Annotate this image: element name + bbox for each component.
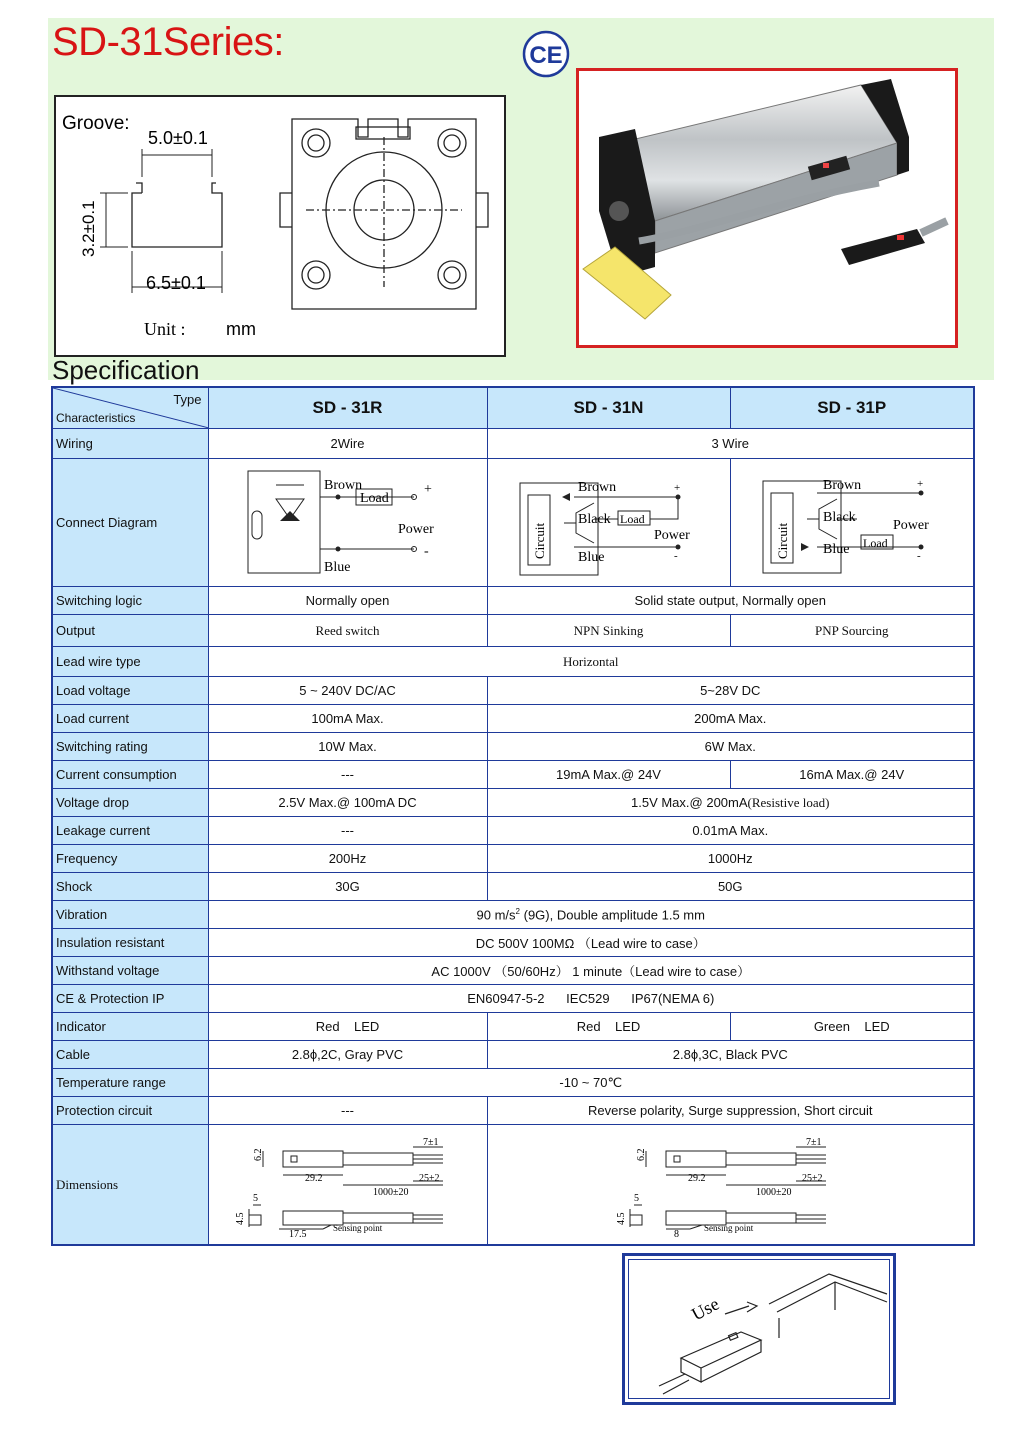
row-label: Wiring: [52, 429, 208, 459]
svg-text:Sensing point: Sensing point: [704, 1223, 754, 1233]
svg-text:Power: Power: [892, 518, 929, 533]
cell-value: DC 500V 100MΩ （Lead wire to case）: [208, 929, 974, 957]
voltage-drop-note: (Resistive load): [747, 794, 830, 810]
table-row: [52, 1069, 974, 1097]
row-label: Withstand voltage: [52, 957, 208, 985]
row-label: CE & Protection IP: [52, 985, 208, 1013]
table-row: [52, 615, 974, 647]
table-row: [52, 1097, 974, 1125]
svg-text:5: 5: [634, 1193, 640, 1204]
table-row: [52, 957, 974, 985]
table-row: [52, 845, 974, 873]
row-label: Insulation resistant: [52, 929, 208, 957]
svg-text:-: -: [916, 550, 921, 562]
cell-value: [208, 901, 974, 929]
usage-illustration-inner: [628, 1259, 890, 1399]
svg-text:Circuit: Circuit: [531, 522, 547, 559]
cell-value: 50G: [487, 873, 974, 901]
groove-height: 3.2±0.1: [79, 200, 98, 257]
cell-value: 5 ~ 240V DC/AC: [208, 677, 487, 705]
svg-text:5: 5: [252, 1193, 258, 1204]
table-row: [52, 705, 974, 733]
svg-text:Load: Load: [619, 512, 645, 526]
svg-text:29.2: 29.2: [688, 1173, 706, 1184]
characteristics-label: Characteristics: [56, 411, 136, 425]
svg-text:Power: Power: [653, 528, 690, 543]
connect-diagram-p: [730, 459, 974, 587]
usage-illustration: [622, 1253, 896, 1405]
cell-value: 200Hz: [208, 845, 487, 873]
model-header-sd31p: SD - 31P: [730, 387, 974, 429]
table-row: [52, 733, 974, 761]
row-label: Output: [52, 615, 208, 647]
svg-text:Brown: Brown: [577, 480, 616, 495]
table-row: [52, 677, 974, 705]
table-row: [52, 789, 974, 817]
specification-table: [51, 386, 975, 1246]
svg-text:Blue: Blue: [822, 542, 850, 557]
svg-text:1000±20: 1000±20: [372, 1187, 408, 1198]
cell-value: EN60947-5-2 IEC529 IP67(NEMA 6): [208, 985, 974, 1013]
svg-text:Load: Load: [862, 536, 888, 550]
ce-mark-icon: [522, 30, 570, 78]
vibration-exponent: 2: [515, 906, 520, 916]
row-label: Protection circuit: [52, 1097, 208, 1125]
cell-value: 30G: [208, 873, 487, 901]
vibration-detail: (9G), Double amplitude 1.5 mm: [520, 907, 705, 923]
model-header-sd31n: SD - 31N: [487, 387, 730, 429]
svg-text:25±2: 25±2: [418, 1173, 439, 1184]
svg-text:Blue: Blue: [323, 560, 350, 575]
row-label: Cable: [52, 1041, 208, 1069]
table-row: [52, 587, 974, 615]
cell-value: 1000Hz: [487, 845, 974, 873]
row-label: Load current: [52, 705, 208, 733]
connect-diagram-r: [208, 459, 487, 587]
cell-value: 10W Max.: [208, 733, 487, 761]
table-row: [52, 459, 974, 587]
svg-text:Circuit: Circuit: [774, 522, 790, 559]
svg-text:17.5: 17.5: [288, 1229, 306, 1240]
cell-value: [487, 789, 974, 817]
cell-value: ---: [208, 1097, 487, 1125]
svg-text:Power: Power: [397, 522, 434, 537]
cell-value: 0.01mA Max.: [487, 817, 974, 845]
cell-value: Red LED: [487, 1013, 730, 1041]
page-title: SD-31Series:: [52, 20, 284, 64]
usage-diagram: [629, 1260, 889, 1398]
cell-value: -10 ~ 70℃: [208, 1069, 974, 1097]
cell-value: Reverse polarity, Surge suppression, Short circuit: [487, 1097, 974, 1125]
cell-value: PNP Sourcing: [730, 615, 974, 647]
table-row: [52, 901, 974, 929]
svg-text:1000±20: 1000±20: [756, 1187, 792, 1198]
specification-title: Specification: [52, 355, 200, 385]
table-row: [52, 817, 974, 845]
cell-value: Reed switch: [208, 615, 487, 647]
table-row: [52, 1125, 974, 1246]
row-label: Indicator: [52, 1013, 208, 1041]
cell-value: 200mA Max.: [487, 705, 974, 733]
svg-text:25±2: 25±2: [802, 1173, 823, 1184]
table-row: [52, 1041, 974, 1069]
svg-text:Brown: Brown: [323, 478, 362, 493]
table-row: [52, 929, 974, 957]
svg-text:-: -: [423, 544, 429, 559]
svg-text:Sensing point: Sensing point: [332, 1223, 382, 1233]
vibration-value: 90 m/s: [476, 907, 516, 923]
table-row: [52, 985, 974, 1013]
cell-value: 19mA Max.@ 24V: [487, 761, 730, 789]
svg-text:Black: Black: [577, 512, 611, 527]
unit-value: mm: [226, 319, 256, 339]
row-label: Lead wire type: [52, 647, 208, 677]
svg-text:CE: CE: [529, 42, 563, 69]
svg-text:6.2: 6.2: [252, 1148, 264, 1161]
row-label: Vibration: [52, 901, 208, 929]
table-row: [52, 873, 974, 901]
svg-text:-: -: [673, 550, 678, 562]
dimension-drawing-np: [487, 1125, 974, 1246]
row-label: Temperature range: [52, 1069, 208, 1097]
svg-text:+: +: [916, 478, 923, 490]
voltage-drop-value: 1.5V Max.@ 200mA: [631, 794, 748, 810]
cell-value: 3 Wire: [487, 429, 974, 459]
dimension-drawing-r: [208, 1125, 487, 1246]
use-label: Use: [688, 1293, 723, 1325]
cell-value: 5~28V DC: [487, 677, 974, 705]
groove-drawing: [54, 95, 506, 357]
svg-text:+: +: [423, 482, 432, 497]
svg-text:Brown: Brown: [822, 478, 861, 493]
svg-text:8: 8: [674, 1229, 680, 1240]
cell-value: Red LED: [208, 1013, 487, 1041]
cell-value: 100mA Max.: [208, 705, 487, 733]
groove-label: Groove:: [62, 113, 130, 134]
row-label: Current consumption: [52, 761, 208, 789]
svg-text:4.5: 4.5: [234, 1212, 246, 1225]
svg-text:29.2: 29.2: [304, 1173, 322, 1184]
corner-header: [52, 387, 208, 429]
row-label: Leakage current: [52, 817, 208, 845]
svg-text:7±1: 7±1: [806, 1137, 822, 1148]
cell-value: 2.8ϕ,3C, Black PVC: [487, 1041, 974, 1069]
table-row: [52, 1013, 974, 1041]
row-label: Dimensions: [52, 1125, 208, 1246]
svg-text:Black: Black: [822, 510, 856, 525]
cell-value: 2.5V Max.@ 100mA DC: [208, 789, 487, 817]
cell-value: AC 1000V （50/60Hz） 1 minute（Lead wire to case）: [208, 957, 974, 985]
cell-value: Green LED: [730, 1013, 974, 1041]
svg-text:+: +: [673, 482, 680, 494]
product-photo: [576, 68, 958, 348]
cell-value: Normally open: [208, 587, 487, 615]
cell-value: 2Wire: [208, 429, 487, 459]
svg-text:Load: Load: [359, 491, 389, 506]
row-label: Frequency: [52, 845, 208, 873]
row-label: Connect Diagram: [52, 459, 208, 587]
svg-text:7±1: 7±1: [422, 1137, 438, 1148]
table-row: [52, 647, 974, 677]
cell-value: 2.8ϕ,2C, Gray PVC: [208, 1041, 487, 1069]
cylinder-sensor-image: [579, 71, 949, 339]
type-label: Type: [173, 392, 202, 407]
row-label: Shock: [52, 873, 208, 901]
cylinder-end-view: [280, 119, 488, 309]
row-label: Load voltage: [52, 677, 208, 705]
table-row: [52, 429, 974, 459]
cell-value: 6W Max.: [487, 733, 974, 761]
cell-value: 16mA Max.@ 24V: [730, 761, 974, 789]
cell-value: Solid state output, Normally open: [487, 587, 974, 615]
row-label: Switching logic: [52, 587, 208, 615]
groove-bottom-width: 6.5±0.1: [146, 273, 206, 293]
cell-value: NPN Sinking: [487, 615, 730, 647]
row-label: Switching rating: [52, 733, 208, 761]
connect-diagram-n: [487, 459, 730, 587]
model-header-sd31r: SD - 31R: [208, 387, 487, 429]
svg-text:Blue: Blue: [577, 550, 604, 565]
cell-value: Horizontal: [208, 647, 974, 677]
table-row: [52, 761, 974, 789]
groove-top-width: 5.0±0.1: [148, 128, 208, 148]
row-label: Voltage drop: [52, 789, 208, 817]
unit-label: Unit :: [144, 319, 186, 339]
cell-value: ---: [208, 817, 487, 845]
svg-text:4.5: 4.5: [616, 1212, 628, 1225]
cell-value: ---: [208, 761, 487, 789]
groove-diagram: [56, 97, 504, 355]
svg-text:6.2: 6.2: [636, 1148, 648, 1161]
